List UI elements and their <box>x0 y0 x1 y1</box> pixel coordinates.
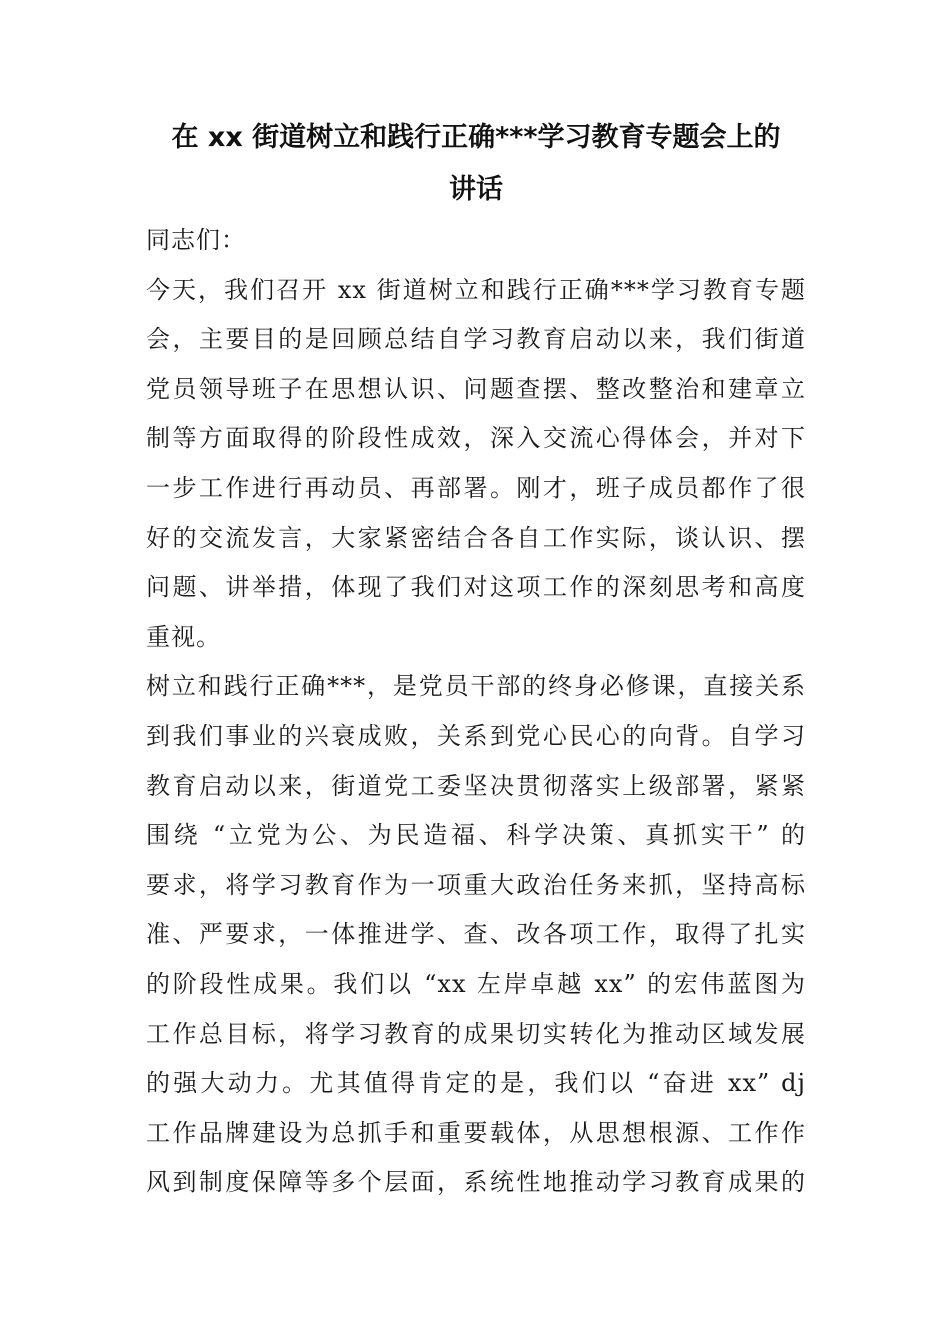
paragraph-1 <box>146 266 806 663</box>
text-line: 准、严要求，一体推进学、查、改各项工作，取得了扎实 <box>146 920 806 949</box>
text-line: 风到制度保障等多个层面，系统性地推动学习教育成果的 <box>146 1168 806 1197</box>
text-line: 的阶段性成果。我们以 “xx 左岸卓越 xx” 的宏伟蓝图为 <box>146 969 806 998</box>
salutation-text: 同志们： <box>146 226 246 254</box>
text-line: 要求，将学习教育作为一项重大政治任务来抓，坚持高标 <box>146 870 806 899</box>
text-line: 围绕 “立党为公、为民造福、科学决策、真抓实干” 的 <box>146 821 806 850</box>
text-line: 一步工作进行再动员、再部署。刚才，班子成员都作了很 <box>146 473 806 502</box>
text-line: 的强大动力。尤其值得肯定的是，我们以 “奋进 xx” dj <box>146 1069 806 1098</box>
text-line: 到我们事业的兴衰成败，关系到党心民心的向背。自学习 <box>146 721 806 750</box>
text-line: 制等方面取得的阶段性成效，深入交流心得体会，并对下 <box>146 424 806 453</box>
paragraph-2 <box>146 662 806 1208</box>
text-line: 树立和践行正确***，是党员干部的终身必修课，直接关系 <box>146 672 806 701</box>
text-line: 党员领导班子在思想认识、问题查摆、整改整治和建章立 <box>146 374 806 403</box>
salutation <box>146 216 806 266</box>
text-line: 教育启动以来，街道党工委坚决贯彻落实上级部署，紧紧 <box>146 771 806 800</box>
title-line: 讲话 <box>449 174 503 205</box>
text-line: 重视。 <box>146 622 221 651</box>
text-line: 今天，我们召开 xx 街道树立和践行正确***学习教育专题 <box>146 275 806 304</box>
text-line: 好的交流发言，大家紧密结合各自工作实际，谈认识、摆 <box>146 523 806 552</box>
title-line: 在 xx 街道树立和践行正确***学习教育专题会上的 <box>171 122 781 153</box>
text-line: 工作品牌建设为总抓手和重要载体，从思想根源、工作作 <box>146 1118 806 1147</box>
text-line: 工作总目标，将学习教育的成果切实转化为推动区域发展 <box>146 1019 806 1048</box>
document-page <box>146 112 806 1208</box>
text-line: 会，主要目的是回顾总结自学习教育启动以来，我们街道 <box>146 325 806 354</box>
text-line: 问题、讲举措，体现了我们对这项工作的深刻思考和高度 <box>146 573 806 602</box>
document-title <box>146 112 806 216</box>
